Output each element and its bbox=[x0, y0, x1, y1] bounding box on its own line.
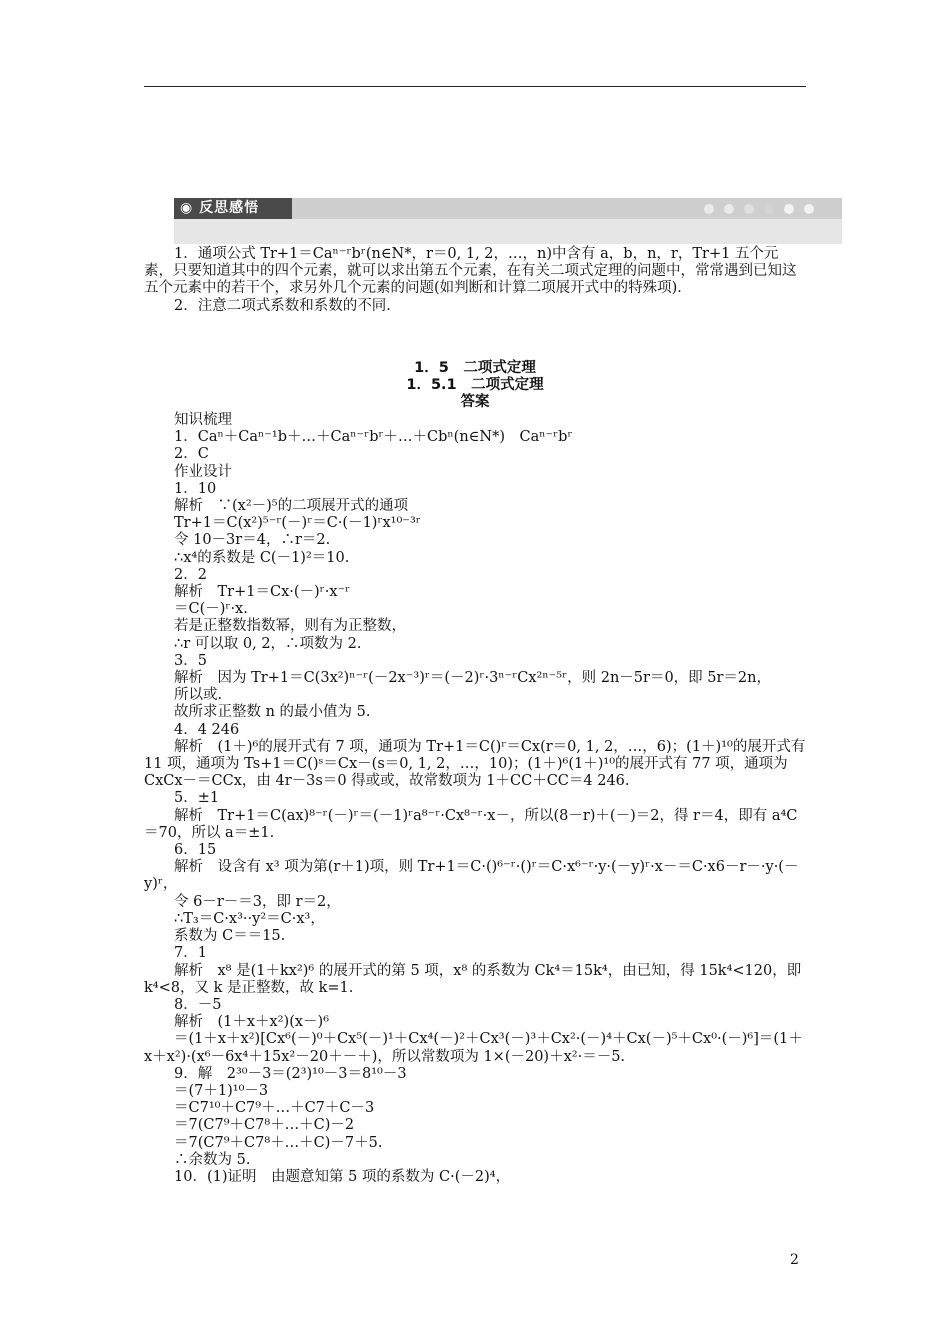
reflection-paragraph: 2．注意二项式系数和系数的不同． bbox=[174, 297, 401, 314]
answer-line: 知识梳理 bbox=[174, 412, 232, 428]
answer-line: 令 10－3r＝4，∴r＝2. bbox=[174, 532, 331, 549]
answer-line: ∴r 可以取 0, 2，∴项数为 2. bbox=[174, 635, 362, 652]
answer-line: 2．C bbox=[174, 446, 209, 463]
answer-line: 9．解 2³⁰－3＝(2³)¹⁰－3＝8¹⁰－3 bbox=[174, 1065, 407, 1082]
answer-line: 7．1 bbox=[174, 945, 207, 962]
decor-dot bbox=[724, 204, 734, 214]
answer-line: 解析 因为 Tr+1＝C(3x²)ⁿ⁻ʳ(－2x⁻³)ʳ＝(－2)ʳ·3ⁿ⁻ʳCx²ⁿ⁻⁵ʳ，则 2n－5r＝0，即 5r＝2n， bbox=[174, 670, 771, 687]
banner-title: ◉ 反思感悟 bbox=[174, 198, 292, 219]
answer-line: 所以或. bbox=[174, 687, 223, 704]
answer-line: 6．15 bbox=[174, 842, 217, 859]
answers-title: 答案 bbox=[460, 394, 490, 411]
answer-line: 解析 设含有 x³ 项为第(r＋1)项，则 Tr+1＝C·()⁶⁻ʳ·()ʳ＝C·x⁶⁻ʳ·y·(－y)ʳ·x－＝C·x6－r－·y·(－y)ʳ， bbox=[144, 859, 799, 893]
answer-line: 4．4 246 bbox=[174, 721, 240, 738]
answer-line: ∴余数为 5. bbox=[174, 1151, 251, 1168]
answer-line: 1．Caⁿ＋Caⁿ⁻¹b＋…＋Caⁿ⁻ʳbʳ＋…＋Cbⁿ(n∈N*) Caⁿ⁻ʳbʳ bbox=[174, 429, 573, 446]
answer-line: 解析 x⁸ 是(1＋kx²)⁶ 的展开式的第 5 项，x⁸ 的系数为 Ck⁴＝15k⁴，由已知，得 15k⁴<120，即 k⁴<8，又 k 是正整数，故 k=1. bbox=[144, 962, 806, 996]
answer-line: ∴T₃＝C·x³··y²＝C·x³， bbox=[174, 910, 325, 927]
answer-line: 1．10 bbox=[174, 480, 217, 497]
answer-line: 2．2 bbox=[174, 566, 207, 583]
answer-line: ＝(7＋1)¹⁰－3 bbox=[174, 1082, 269, 1099]
reflection-section bbox=[144, 246, 806, 315]
decor-dot bbox=[804, 204, 814, 214]
answer-line: Tr+1＝C(x²)⁵⁻ʳ(－)ʳ＝C·(－1)ʳx¹⁰⁻³ʳ bbox=[174, 515, 421, 532]
answer-line: 令 6－r－＝3，即 r＝2， bbox=[174, 893, 341, 910]
reflection-banner bbox=[174, 198, 842, 244]
answer-line: 作业设计 bbox=[174, 463, 232, 480]
answer-line: 若是正整数指数幂，则有为正整数， bbox=[174, 618, 406, 635]
banner-bar bbox=[286, 198, 842, 219]
header-rule bbox=[144, 86, 806, 87]
answer-line: 故所求正整数 n 的最小值为 5. bbox=[174, 704, 371, 721]
page-number: 2 bbox=[790, 1252, 799, 1268]
decor-dot bbox=[764, 204, 774, 214]
decor-dot bbox=[744, 204, 754, 214]
reflection-paragraph: 1．通项公式 Tr+1＝Caⁿ⁻ʳbʳ(n∈N*，r＝0, 1, 2，…，n)中含有 a，b，n，r，Tr+1 五个元素，只要知道其中的四个元素，就可以求出第五个元素，在有关二项式定理的问题中，常常遇到已知这五个元素中的若干个，求另外几个元素的问题(如判断和计算二项展开式中的特殊项)． bbox=[144, 246, 797, 297]
answer-line: 解析 Tr+1＝Cx·(－)ʳ·x⁻ʳ bbox=[174, 584, 351, 601]
answer-line: 5．±1 bbox=[174, 790, 220, 807]
subsection-title: 1．5.1 二项式定理 bbox=[406, 377, 544, 394]
answer-line: 10．(1)证明 由题意知第 5 项的系数为 C·(－2)⁴， bbox=[174, 1168, 511, 1185]
answer-line: 解析 (1＋x＋x²)(x－)⁶ bbox=[174, 1014, 330, 1031]
answer-line: 解析 Tr+1＝C(ax)⁸⁻ʳ(－)ʳ＝(－1)ʳa⁸⁻ʳ·Cx⁸⁻ʳ·x－，所以(8－r)＋(－)＝2，得 r＝4，即有 a⁴C＝70，所以 a＝±1. bbox=[144, 807, 798, 841]
decor-dot bbox=[704, 204, 714, 214]
answer-line: 解析 ∵(x²－)⁵的二项展开式的通项 bbox=[174, 498, 409, 515]
section-headings bbox=[144, 360, 806, 412]
answer-line: ∴x⁴的系数是 C(－1)²＝10. bbox=[174, 549, 350, 566]
answer-line: ＝7(C7⁹＋C7⁸＋…＋C)－2 bbox=[174, 1117, 355, 1134]
decor-dot bbox=[784, 204, 794, 214]
answers-section bbox=[144, 412, 810, 1186]
answer-line: 8．－5 bbox=[174, 996, 222, 1013]
answer-line: ＝C(－)ʳ·x. bbox=[174, 601, 248, 618]
answer-line: 3．5 bbox=[174, 652, 207, 669]
answer-line: ＝(1＋x＋x²)[Cx⁶(－)⁰＋Cx⁵(－)¹＋Cx⁴(－)²＋Cx³(－)³＋Cx²·(－)⁴＋Cx(－)⁵＋Cx⁰·(－)⁶]＝(1＋x＋x²)·(x⁶－6x⁴＋15x²－20＋－＋)，所以常数项为 1×(－20)＋x²·＝－5. bbox=[144, 1031, 803, 1065]
answer-line: 解析 (1＋)⁶的展开式有 7 项，通项为 Tr+1＝C()ʳ＝Cx(r＝0, 1, 2，…，6)；(1＋)¹⁰的展开式有 11 项，通项为 Ts+1＝C()ˢ＝Cx－(s＝0, 1, 2，…，10)；(1＋)⁶(1＋)¹⁰的展开式有 77 项，通项为 CxCx－＝CCx，由 4r－3s＝0 得或或，故常数项为 1＋CC＋CC＝4 246. bbox=[144, 738, 810, 790]
answer-line: ＝C7¹⁰＋C7⁹＋…＋C7＋C－3 bbox=[174, 1100, 375, 1117]
answer-line: ＝7(C7⁹＋C7⁸＋…＋C)－7＋5. bbox=[174, 1134, 383, 1151]
section-title: 1．5 二项式定理 bbox=[414, 360, 536, 376]
answer-line: 系数为 C＝＝15. bbox=[174, 928, 286, 945]
